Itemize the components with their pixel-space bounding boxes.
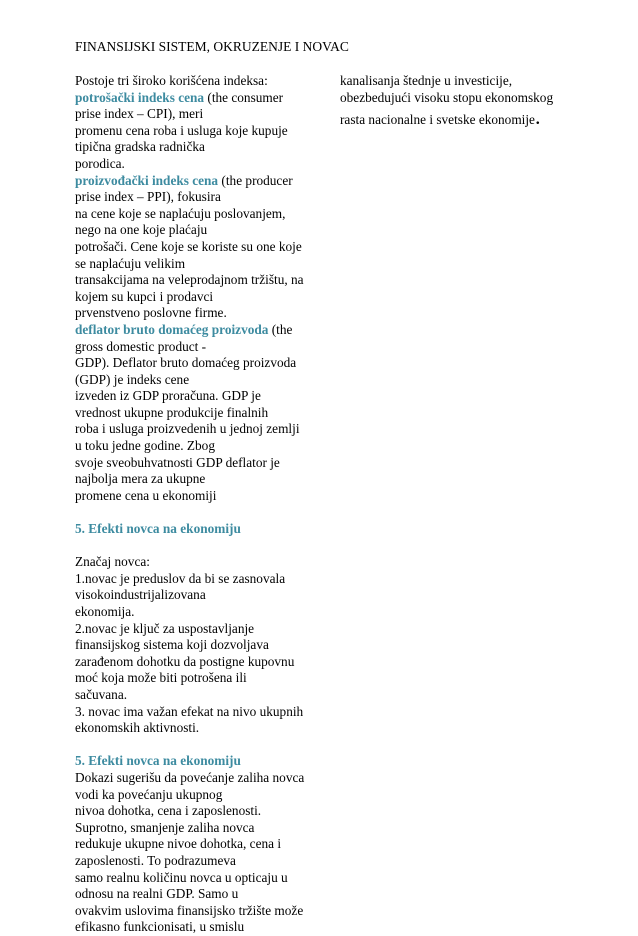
- ppi-line-3: na cene koje se naplaćuju poslovanjem,: [75, 205, 286, 221]
- gdp-text-1: (the: [268, 321, 293, 337]
- gdp-line-8: u toku jedne godine. Zbog: [75, 438, 215, 454]
- gdp-line-6: vrednost ukupne produkcije finalnih: [75, 404, 269, 420]
- s2-line-10: efikasno funkcionisati, u smislu: [75, 919, 245, 935]
- ppi-line-1: [75, 173, 315, 190]
- cpi-line-3: promenu cena roba i usluga koje kupuje: [75, 122, 288, 138]
- cpi-term: potrošački indeks cena: [75, 89, 205, 105]
- s2-line-9: ovakvim uslovima finansijsko tržište može: [75, 902, 304, 918]
- s1-line-4: ekonomija.: [75, 604, 135, 619]
- s2-line-7: samo realnu količinu novca u opticaju u: [75, 869, 288, 885]
- gdp-line-10: najbolja mera za ukupne: [75, 471, 206, 487]
- spacer: [75, 737, 315, 754]
- s2-line-8: odnosu na realni GDP. Samo u: [75, 886, 239, 902]
- right-line-3: [340, 104, 580, 130]
- left-column: [75, 73, 315, 936]
- spacer: [75, 538, 315, 555]
- gdp-line-4: (GDP) je indeks cene: [75, 371, 190, 387]
- s1-line-6: finansijskog sistema koji dozvoljava: [75, 637, 269, 653]
- s1-line-7: zarađenom dohotku da postigne kupovnu: [75, 653, 295, 669]
- ppi-line-5: potrošači. Cene koje se koriste su one koje: [75, 238, 302, 254]
- ppi-line-7: transakcijama na veleprodajnom tržištu, na: [75, 272, 304, 288]
- s1-line-10: 3. novac ima važan efekat na nivo ukupnih: [75, 703, 304, 719]
- gdp-line-5: izveden iz GDP proračuna. GDP je: [75, 388, 261, 404]
- gdp-line-3: GDP). Deflator bruto domaćeg proizvoda: [75, 355, 297, 371]
- ppi-line-9: prvenstveno poslovne firme.: [75, 305, 227, 321]
- gdp-line-11: promene cena u ekonomiji: [75, 487, 217, 503]
- gdp-line-9: svoje sveobuhvatnosti GDP deflator je: [75, 454, 280, 470]
- cpi-text-1: (the consumer: [204, 89, 284, 105]
- s1-line-3: visokoindustrijalizovana: [75, 587, 206, 603]
- ppi-text-1: (the producer: [218, 172, 293, 188]
- s1-line-11: ekonomskih aktivnosti.: [75, 720, 200, 736]
- cpi-line-5: porodica.: [75, 155, 125, 171]
- s1-line-2: 1.novac je preduslov da bi se zasnovala: [75, 570, 286, 586]
- ppi-line-2: prise index – PPI), fokusira: [75, 189, 221, 205]
- s1-line-8: moć koja može biti potrošena ili: [75, 670, 247, 686]
- gdp-term: deflator bruto domaćeg proizvoda: [75, 321, 269, 337]
- s2-line-3: nivoa dohotka, cena i zaposlenosti.: [75, 803, 262, 819]
- cpi-line-1: [75, 90, 315, 107]
- s1-line-1: Značaj novca:: [75, 554, 150, 570]
- intro-line: Postoje tri široko korišćena indeksa:: [75, 73, 268, 88]
- cpi-line-4: tipična gradska radnička: [75, 139, 205, 155]
- page-title: FINANSIJSKI SISTEM, OKRUZENJE I NOVAC: [75, 39, 349, 54]
- ppi-term: proizvođački indeks cena: [75, 172, 219, 188]
- right-column: [340, 73, 580, 129]
- right-line-2: obezbedujući visoku stopu ekonomskog: [340, 89, 554, 105]
- right-line-1: kanalisanja štednje u investicije,: [340, 73, 513, 88]
- ppi-line-8: kojem su kupci i prodavci: [75, 288, 214, 304]
- s2-line-2: vodi ka povećanju ukupnog: [75, 786, 223, 802]
- period-mark: .: [534, 104, 541, 130]
- s1-line-5: 2.novac je ključ za uspostavljanje: [75, 620, 255, 636]
- gdp-line-2: gross domestic product -: [75, 338, 207, 354]
- section-2-heading: 5. Efekti novca na ekonomiju: [75, 753, 241, 769]
- s2-line-5: redukuje ukupne nivoe dohotka, cena i: [75, 836, 282, 852]
- gdp-line-7: roba i usluga proizvedenih u jednoj zemlji: [75, 421, 300, 437]
- s2-line-6: zaposlenosti. To podrazumeva: [75, 852, 236, 868]
- s2-line-1: Dokazi sugerišu da povećanje zaliha novca: [75, 769, 305, 785]
- s2-line-4: Suprotno, smanjenje zaliha novca: [75, 819, 255, 835]
- ppi-line-4: nego na one koje plaćaju: [75, 222, 208, 238]
- right-line-3-text: rasta nacionalne i svetske ekonomije: [340, 112, 535, 128]
- cpi-line-2: prise index – CPI), meri: [75, 106, 204, 122]
- ppi-line-6: se naplaćuju velikim: [75, 255, 186, 271]
- spacer: [75, 504, 315, 521]
- s1-line-9: sačuvana.: [75, 686, 128, 702]
- gdp-line-1: [75, 322, 315, 339]
- section-1-heading: 5. Efekti novca na ekonomiju: [75, 521, 241, 537]
